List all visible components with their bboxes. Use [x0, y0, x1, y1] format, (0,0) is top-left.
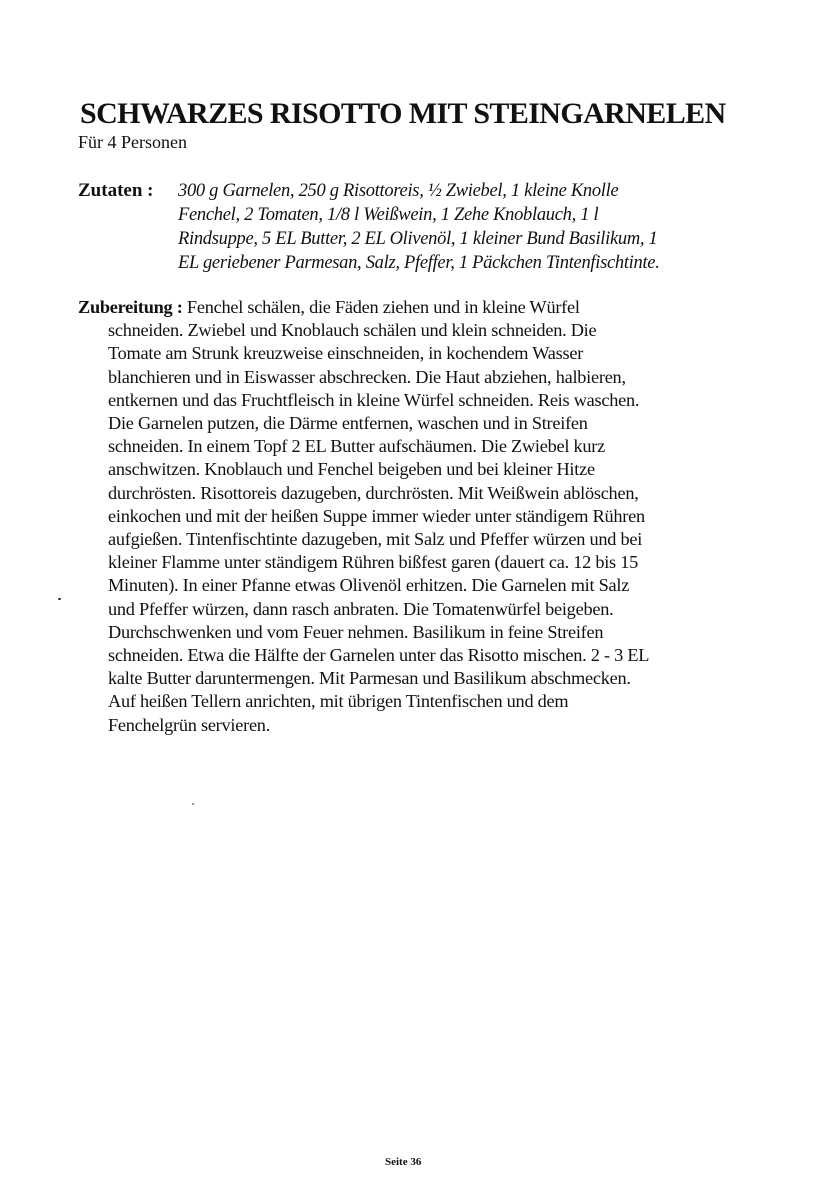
preparation-text: [78, 296, 748, 737]
preparation-line: einkochen und mit der heißen Suppe immer wieder unter ständigem Rühren: [108, 505, 645, 526]
preparation-line: anschwitzen. Knoblauch und Fenchel beigeben und bei kleiner Hitze: [108, 459, 595, 480]
preparation-line: und Pfeffer würzen, dann rasch anbraten. Die Tomatenwürfel beigeben.: [108, 598, 614, 619]
preparation-line: kleiner Flamme unter ständigem Rühren bißfest garen (dauert ca. 12 bis 15: [108, 552, 639, 573]
ingredients-line: Fenchel, 2 Tomaten, 1/8 l Weißwein, 1 Zehe Knoblauch, 1 l: [178, 205, 599, 225]
preparation-line: Die Garnelen putzen, die Därme entfernen, waschen und in Streifen: [108, 413, 588, 434]
preparation-label: Zubereitung :: [78, 297, 183, 317]
preparation-line: Durchschwenken und vom Feuer nehmen. Basilikum in feine Streifen: [108, 621, 604, 642]
preparation-line: blanchieren und in Eiswasser abschrecken. Die Haut abziehen, halbieren,: [108, 366, 626, 387]
preparation-line: Auf heißen Tellern anrichten, mit übrigen Tintenfischen und dem: [108, 691, 569, 712]
recipe-title: SCHWARZES RISOTTO MIT STEINGARNELEN: [80, 97, 726, 130]
servings-text: Für 4 Personen: [78, 132, 187, 152]
ingredients-label: Zutaten :: [78, 180, 154, 201]
ingredients-line: EL geriebener Parmesan, Salz, Pfeffer, 1 Päckchen Tintenfischtinte.: [178, 253, 660, 273]
preparation-line: entkernen und das Fruchtfleisch in kleine Würfel schneiden. Reis waschen.: [108, 389, 640, 410]
preparation-line: schneiden. In einem Topf 2 EL Butter aufschäumen. Die Zwiebel kurz: [108, 436, 605, 457]
preparation-line: Fenchelgrün servieren.: [108, 714, 271, 735]
ingredients-line: Rindsuppe, 5 EL Butter, 2 EL Olivenöl, 1 kleiner Bund Basilikum, 1: [178, 229, 658, 249]
preparation-line: schneiden. Etwa die Hälfte der Garnelen unter das Risotto mischen. 2 - 3 EL: [108, 645, 650, 666]
preparation-line: schneiden. Zwiebel und Knoblauch schälen und klein schneiden. Die: [108, 320, 597, 341]
scan-speck: [58, 598, 61, 600]
scan-speck: [192, 803, 194, 805]
preparation-line: Fenchel schälen, die Fäden ziehen und in kleine Würfel: [186, 297, 580, 317]
ingredients-line: 300 g Garnelen, 250 g Risottoreis, ½ Zwiebel, 1 kleine Knolle: [178, 181, 619, 201]
preparation-line: durchrösten. Risottoreis dazugeben, durchrösten. Mit Weißwein ablöschen,: [108, 482, 639, 503]
ingredients-list: [178, 179, 748, 275]
preparation-line: aufgießen. Tintenfischtinte dazugeben, mit Salz und Pfeffer würzen und bei: [108, 529, 643, 550]
preparation-line: Tomate am Strunk kreuzweise einschneiden, in kochendem Wasser: [108, 343, 584, 364]
preparation-line: Minuten). In einer Pfanne etwas Olivenöl erhitzen. Die Garnelen mit Salz: [108, 575, 630, 596]
preparation-line: kalte Butter daruntermengen. Mit Parmesan und Basilikum abschmecken.: [108, 668, 631, 689]
preparation-first-line: [78, 296, 748, 319]
page-number: Seite 36: [385, 1156, 422, 1168]
